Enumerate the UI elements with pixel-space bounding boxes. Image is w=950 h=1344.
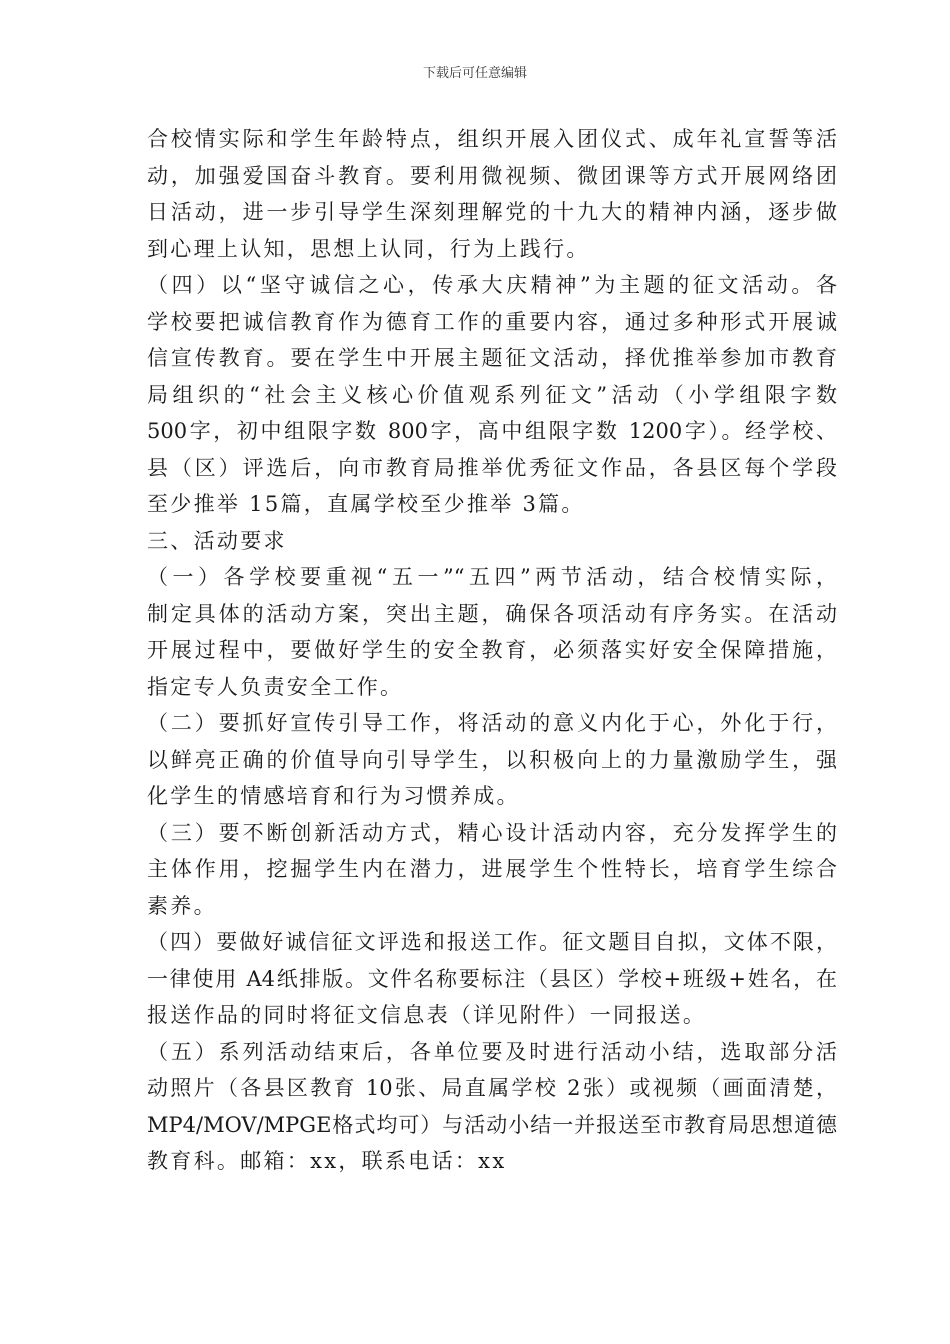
text-line: （一）各学校要重视“五一”“五四”两节活动，结合校情实际， bbox=[147, 565, 837, 589]
text-line: 动照片（各县区教育 10张、局直属学校 2张）或视频（画面清楚， bbox=[147, 1076, 837, 1100]
text-line: 一律使用 A4纸排版。文件名称要标注（县区）学校+班级+姓名，在 bbox=[147, 966, 837, 991]
document-body bbox=[147, 121, 837, 1180]
text-line: 学校要把诚信教育作为德育工作的重要内容，通过多种形式开展诚 bbox=[147, 309, 837, 334]
text-line: 到心理上认知，思想上认同，行为上践行。 bbox=[147, 236, 590, 261]
text-line: 教育科。邮箱：xx，联系电话：xx bbox=[147, 1149, 507, 1173]
text-line: 开展过程中，要做好学生的安全教育，必须落实好安全保障措施， bbox=[147, 638, 837, 662]
text-line: 主体作用，挖掘学生内在潜力，进展学生个性特长，培育学生综合 bbox=[147, 857, 837, 881]
text-line: 县（区）评选后，向市教育局推举优秀征文作品，各县区每个学段 bbox=[147, 455, 837, 480]
text-line: 合校情实际和学生年龄特点，组织开展入团仪式、成年礼宣誓等活 bbox=[147, 127, 837, 151]
text-line: 三、活动要求 bbox=[147, 528, 287, 553]
text-line: 日活动，进一步引导学生深刻理解党的十九大的精神内涵，逐步做 bbox=[147, 200, 837, 224]
text-line: （五）系列活动结束后，各单位要及时进行活动小结，选取部分活 bbox=[147, 1039, 837, 1064]
page-header: 下载后可任意编辑 bbox=[422, 66, 527, 81]
text-line: 动，加强爱国奋斗教育。要利用微视频、微团课等方式开展网络团 bbox=[147, 163, 837, 188]
text-line: 化学生的情感培育和行为习惯养成。 bbox=[147, 784, 520, 808]
text-line: （三）要不断创新活动方式，精心设计活动内容，充分发挥学生的 bbox=[147, 820, 837, 845]
text-line: （四）要做好诚信征文评选和报送工作。征文题目自拟，文体不限， bbox=[147, 930, 837, 954]
text-line: 素养。 bbox=[147, 893, 217, 918]
text-line: 报送作品的同时将征文信息表（详见附件）一同报送。 bbox=[147, 1003, 707, 1027]
text-line: 局组织的“社会主义核心价值观系列征文”活动（小学组限字数 bbox=[147, 382, 837, 407]
text-line: 信宣传教育。要在学生中开展主题征文活动，择优推举参加市教育 bbox=[147, 346, 837, 370]
text-line: 制定具体的活动方案，突出主题，确保各项活动有序务实。在活动 bbox=[147, 601, 837, 626]
text-line: 500字，初中组限字数 800字，高中组限字数 1200字）。经学校、 bbox=[147, 419, 837, 443]
text-line: 以鲜亮正确的价值导向引导学生，以积极向上的力量激励学生，强 bbox=[147, 747, 837, 772]
text-line: MP4/MOV/MPGE格式均可）与活动小结一并报送至市教育局思想道德 bbox=[147, 1112, 837, 1137]
text-line: 至少推举 15篇，直属学校至少推举 3篇。 bbox=[147, 492, 585, 516]
text-line: （四）以“坚守诚信之心，传承大庆精神”为主题的征文活动。各 bbox=[147, 273, 837, 297]
text-line: 指定专人负责安全工作。 bbox=[147, 674, 404, 699]
text-line: （二）要抓好宣传引导工作，将活动的意义内化于心，外化于行， bbox=[147, 711, 837, 735]
